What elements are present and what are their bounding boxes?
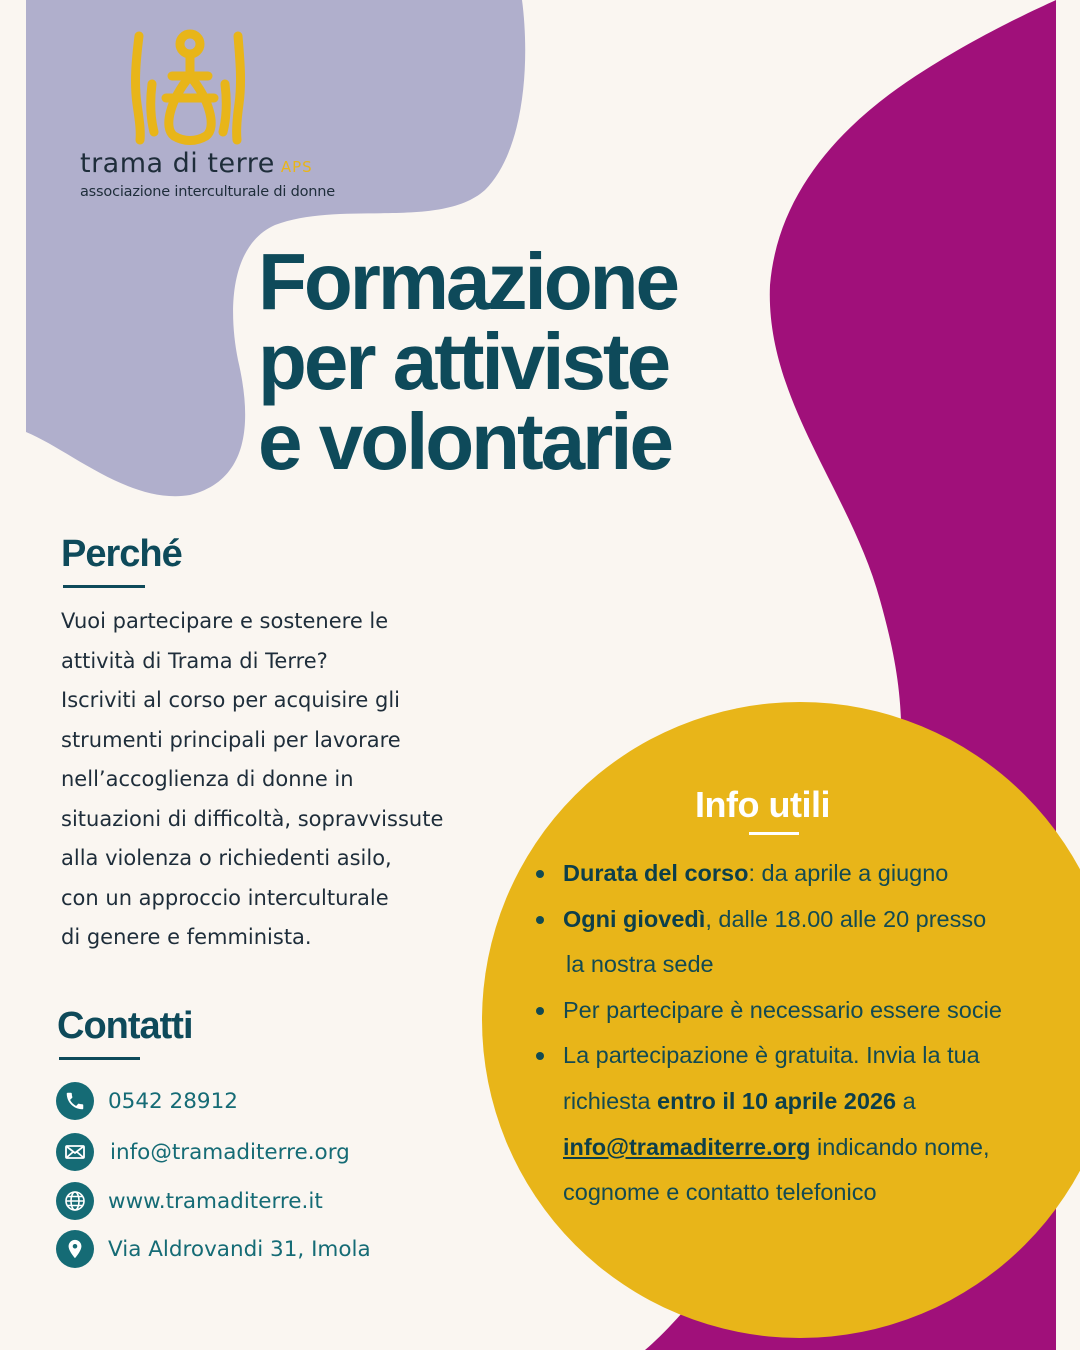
location-pin-icon [56, 1230, 94, 1268]
contact-email-text: info@tramaditerre.org [110, 1139, 350, 1165]
logo-subtitle: associazione interculturale di donne [80, 184, 335, 200]
perche-line: strumenti principali per lavorare [61, 727, 401, 752]
perche-text [61, 602, 481, 958]
perche-line: situazioni di difficoltà, sopravvissute [61, 806, 444, 831]
title-line-3: e volontarie [258, 397, 672, 486]
info-item-schedule [534, 897, 1064, 988]
contact-website-text: www.tramaditerre.it [108, 1188, 323, 1214]
perche-underline [63, 585, 145, 588]
info-item-duration-label: Durata del corso [563, 860, 749, 886]
info-item-schedule-text: , dalle 18.00 alle 20 presso [705, 905, 987, 932]
contatti-underline [59, 1057, 140, 1060]
info-email-link[interactable]: info@tramaditerre.org [563, 1133, 811, 1160]
perche-line: attività di Trama di Terre? [61, 648, 328, 673]
logo-aps-badge: APS [280, 158, 313, 176]
page-title [258, 237, 677, 486]
contact-website[interactable] [56, 1182, 323, 1220]
perche-line: di genere e femminista. [61, 925, 312, 949]
info-item-registration-text-5: cognome e contatto telefonico [563, 1179, 877, 1206]
perche-heading: Perché [61, 533, 182, 575]
perche-line: alla violenza o richiedenti asilo, [61, 846, 392, 870]
perche-line: Vuoi partecipare e sostenere le [61, 609, 389, 633]
title-line-1: Formazione [258, 237, 677, 326]
info-item-schedule-text-2: la nostra sede [566, 951, 714, 978]
perche-line: nell’accoglienza di donne in [61, 767, 354, 791]
info-item-registration-text-3: a [896, 1087, 916, 1114]
globe-icon [56, 1182, 94, 1220]
contatti-heading: Contatti [57, 1005, 193, 1047]
info-item-registration [534, 1033, 1064, 1215]
info-item-schedule-label: Ogni giovedì [563, 905, 706, 932]
contact-phone[interactable] [56, 1082, 238, 1120]
info-item-duration [534, 851, 1064, 897]
contact-address-text: Via Aldrovandi 31, Imola [108, 1236, 371, 1262]
perche-line: Iscriviti al corso per acquisire gli [61, 688, 401, 712]
info-heading: Info utili [695, 784, 830, 825]
info-item-registration-text-1: La partecipazione è gratuita. Invia la tua [563, 1042, 980, 1069]
info-item-duration-text: : da aprile a giugno [748, 860, 949, 886]
contact-address[interactable] [56, 1230, 371, 1268]
contact-phone-text: 0542 28912 [108, 1088, 238, 1114]
info-underline [749, 832, 799, 835]
info-item-registration-text-2: richiesta [563, 1087, 658, 1114]
title-line-2: per attiviste [258, 317, 669, 406]
logo-name-text: trama di terre [80, 148, 275, 179]
perche-line: con un approccio interculturale [61, 885, 389, 910]
info-item-registration-text-4: indicando nome, [810, 1133, 990, 1160]
phone-icon [56, 1082, 94, 1120]
mail-icon [56, 1133, 94, 1171]
info-item-membership-text: Per partecipare è necessario essere socie [563, 996, 1002, 1023]
logo-name [80, 148, 313, 179]
info-item-registration-deadline: entro il 10 aprile 2026 [657, 1087, 897, 1114]
info-list [534, 851, 1064, 1216]
info-item-membership [534, 988, 1064, 1034]
contact-email[interactable] [56, 1133, 350, 1171]
